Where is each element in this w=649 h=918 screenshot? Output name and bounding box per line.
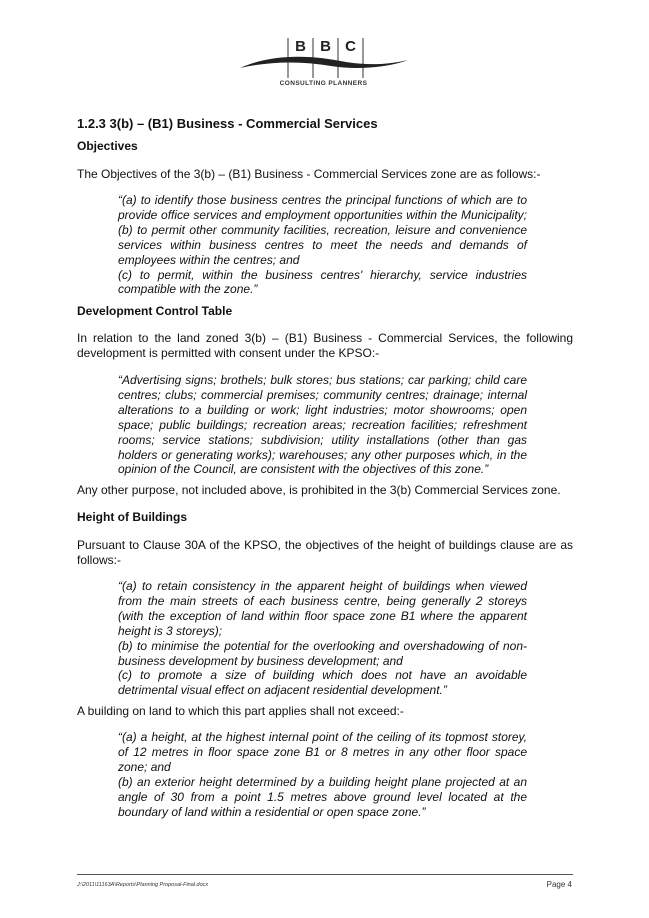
quote-line: “Advertising signs; brothels; bulk stores; bus stations; car parking; child care [118,373,527,387]
logo-letter-c: C [345,38,357,55]
quote-line: holders or generating works); warehouses; any other purposes which, in the [118,447,527,462]
bbc-logo [236,30,411,92]
intro-line: In relation to the land zoned 3(b) – (B1) Business - Commercial Services, the following [77,331,573,345]
quote-line: opinion of the Council, are consistent with the objectives of this zone.” [118,462,489,477]
development-heading: Development Control Table [77,304,233,318]
other-purpose-text: Any other purpose, not included above, is prohibited in the 3(b) Commercial Services zone. [77,483,561,497]
quote-line: “(a) to identify those business centres the principal functions of which are to [118,193,527,207]
development-quote [118,373,527,477]
quote-line: from the main streets of each business centre, being generally 2 storeys [118,593,527,608]
logo-letter-b2: B [320,38,332,55]
intro-line: Pursuant to Clause 30A of the KPSO, the objectives of the height of buildings clause are as [77,538,573,552]
objectives-heading: Objectives [77,139,138,153]
quote-line: services within business centres to meet the needs and demands of [118,237,527,252]
quote-line: detrimental visual effect on adjacent residential development.” [118,683,447,698]
footer-divider [77,874,573,875]
objectives-intro: The Objectives of the 3(b) – (B1) Business - Commercial Services zone are as follows:- [77,167,541,181]
quote-line: (b) to permit other community facilities, recreation, leisure and convenience [118,222,527,237]
quote-line: “(a) a height, at the highest internal point of the ceiling of its topmost storey, [118,730,527,744]
quote-line: (b) an exterior height determined by a building height plane projected at an [118,774,527,789]
intro-line: development is permitted with consent under the KPSO:- [77,346,380,361]
logo-letter-b1: B [295,38,307,55]
quote-line: boundary of land within a residential or open space zone.” [118,804,426,819]
quote-line: zone; and [118,759,171,774]
height-intro [77,538,573,569]
quote-line: (c) to permit, within the business centres' hierarchy, service industries [118,267,527,282]
quote-line: alterations to a building or work; light industries; motor showrooms; open [118,402,527,417]
limit-quote [118,730,527,819]
quote-line: space; public buildings; recreation areas; recreation facilities; refreshment [118,417,527,432]
height-quote [118,579,527,698]
height-heading: Height of Buildings [77,510,187,524]
quote-line: height is 3 storeys); [118,623,223,638]
objectives-quote [118,193,527,297]
quote-line: (b) to minimise the potential for the overlooking and overshadowing of non- [118,638,527,653]
footer-page-number: Page 4 [546,880,572,889]
limit-intro: A building on land to which this part applies shall not exceed:- [77,704,404,718]
intro-line: follows:- [77,553,122,568]
quote-line: provide office services and employment opportunities within the Municipality; [118,207,527,222]
quote-line: angle of 30 from a point 1.5 metres above ground level located at the [118,789,527,804]
quote-line: rooms; service stations; subdivision; utility installations (other than gas [118,432,527,447]
development-intro [77,331,573,362]
footer-file-path: J:\2011\11163A\Reports\Planning Proposal-Final.docx [77,882,209,888]
quote-line: business development by business development; and [118,653,403,668]
quote-line: compatible with the zone.” [118,282,258,297]
logo-subtitle: CONSULTING PLANNERS [279,80,368,87]
quote-line: of 12 metres in floor space zone B1 or 8 metres in any other floor space [118,744,527,759]
quote-line: employees within the centres; and [118,252,300,267]
quote-line: (c) to promote a size of building which does not have an avoidable [118,668,527,683]
section-title: 1.2.3 3(b) – (B1) Business - Commercial Services [77,116,378,131]
quote-line: “(a) to retain consistency in the apparent height of buildings when viewed [118,579,527,593]
quote-line: centres; clubs; commercial premises; community centres; drainage; internal [118,387,527,402]
quote-line: (with the exception of land within floor space zone B1 where the apparent [118,608,527,623]
